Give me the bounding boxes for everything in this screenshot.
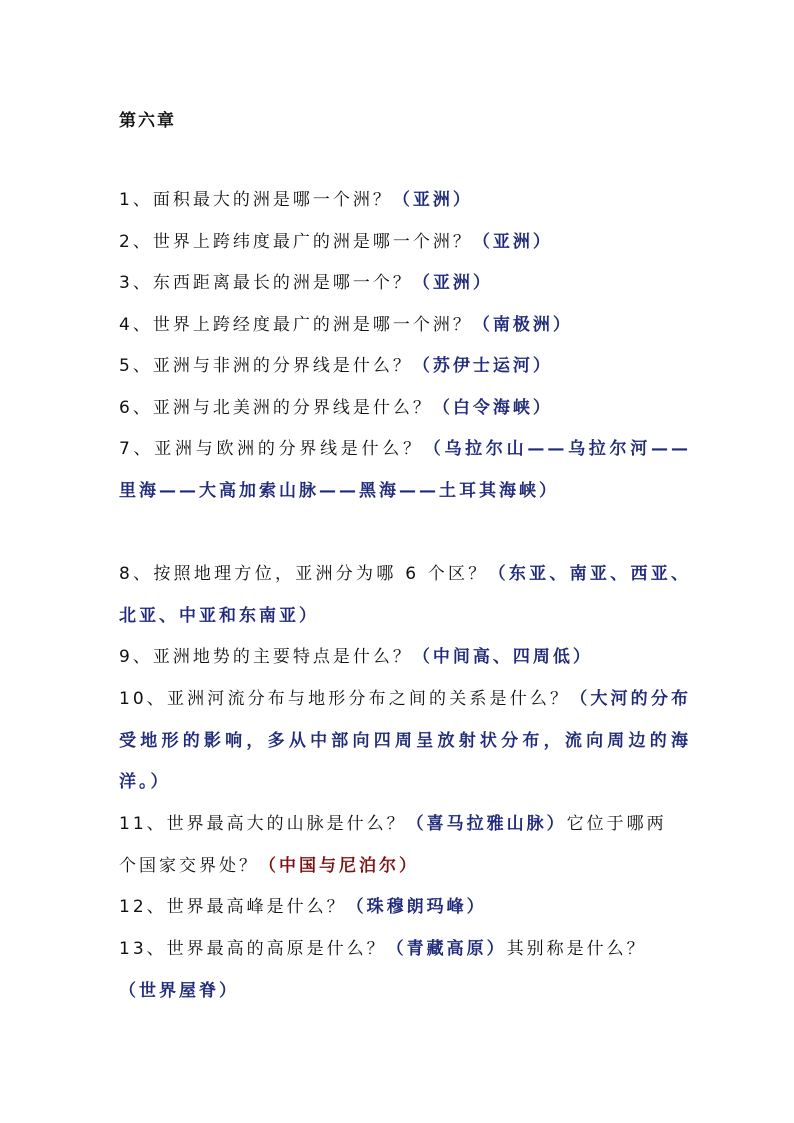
answer-text: （南极洲） [472,315,573,335]
answer-text: （青藏高原） [386,939,507,959]
qa-item-1 [119,180,691,222]
question-text: 11、世界最高大的山脉是什么？ [119,814,407,834]
question-text-continued: 它位于哪两个国家交界处？ [119,814,667,876]
qa-item-3 [119,263,691,305]
answer-text: （亚洲） [392,190,473,210]
answer-text: （亚洲） [412,273,493,293]
answer-text: （乌拉尔山——乌拉尔河——里海——大高加索山脉——黑海——土耳其海峡） [119,439,691,501]
qa-item-7 [119,429,691,512]
question-text: 13、世界最高的高原是什么？ [119,939,387,959]
qa-item-6 [119,388,691,430]
question-text-continued: 其别称是什么？ [506,939,647,959]
answer-text: （珠穆朗玛峰） [346,897,487,917]
chapter-title: 第六章 [119,111,176,131]
question-text: 2、世界上跨纬度最广的洲是哪一个洲？ [119,232,473,252]
answer-text: （白令海峡） [432,398,553,418]
question-text: 8、按照地理方位，亚洲分为哪 6 个区？ [119,564,489,584]
answer-text: （苏伊士运河） [412,356,553,376]
answer-text: （大河的分布受地形的影响，多从中部向四周呈放射状分布，流向周边的海洋。） [119,689,691,792]
question-text: 10、亚洲河流分布与地形分布之间的关系是什么？ [119,689,571,709]
question-text: 6、亚洲与北美洲的分界线是什么？ [119,398,433,418]
question-text: 5、亚洲与非洲的分界线是什么？ [119,356,413,376]
question-text: 4、世界上跨经度最广的洲是哪一个洲？ [119,315,473,335]
qa-item-4 [119,305,691,347]
qa-item-9 [119,637,691,679]
question-text: 7、亚洲与欧洲的分界线是什么？ [119,439,424,459]
qa-item-10 [119,679,691,804]
qa-item-11 [119,804,679,887]
answer-text: （东亚、南亚、西亚、北亚、中亚和东南亚） [119,564,691,626]
question-text: 9、亚洲地势的主要特点是什么？ [119,647,413,667]
answer-text: （中间高、四周低） [412,647,593,667]
qa-item-2 [119,222,691,264]
question-text: 3、东西距离最长的洲是哪一个？ [119,273,413,293]
answer-text: （亚洲） [472,232,553,252]
qa-item-12 [119,887,691,929]
question-text: 12、世界最高峰是什么？ [119,897,347,917]
answer-text-continued: （世界屋脊） [119,980,239,1001]
question-text: 1、面积最大的洲是哪一个洲？ [119,190,393,210]
qa-item-8 [119,554,691,637]
qa-item-5 [119,346,691,388]
answer-text: （喜马拉雅山脉） [406,814,567,834]
qa-item-13 [119,929,679,1012]
answer-text-continued: （中国与尼泊尔） [259,855,419,876]
